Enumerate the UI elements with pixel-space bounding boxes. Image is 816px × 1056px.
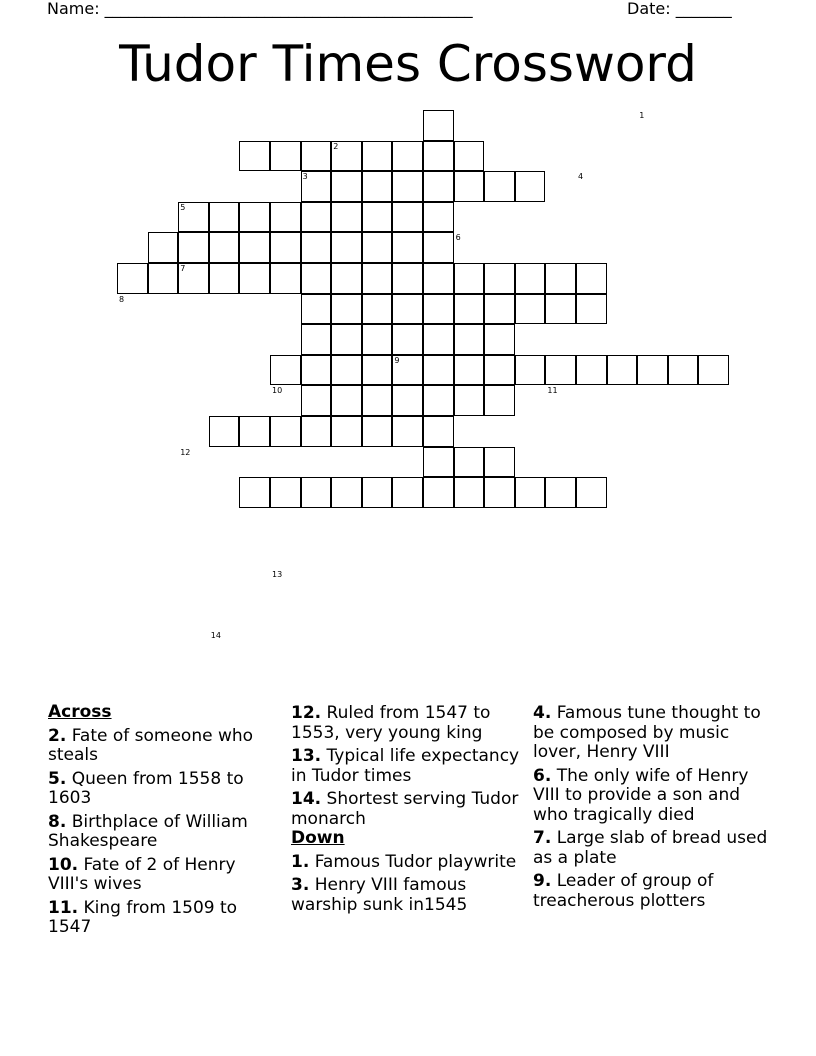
crossword-cell[interactable]: [515, 294, 546, 325]
clue-number: 13.: [291, 746, 322, 766]
crossword-cell[interactable]: [301, 202, 332, 233]
across-heading: Across: [48, 702, 112, 722]
date-field-label: Date: _______: [627, 0, 732, 18]
crossword-cell[interactable]: [423, 385, 454, 416]
crossword-cell[interactable]: [637, 355, 668, 386]
crossword-cell[interactable]: [270, 263, 301, 294]
clue-across-8: [48, 813, 278, 852]
crossword-cell[interactable]: [270, 355, 301, 386]
clue-text: Famous tune thought to be composed by music lover, Henry VIII: [533, 703, 761, 762]
clue-number: 1.: [291, 851, 310, 872]
crossword-cell[interactable]: [362, 202, 393, 233]
cell-number: 8: [119, 294, 125, 304]
clue-across-10: [48, 856, 278, 895]
crossword-cell[interactable]: [454, 447, 485, 478]
clue-across-5: [48, 770, 278, 809]
crossword-cell[interactable]: [423, 141, 454, 172]
crossword-cell[interactable]: [301, 477, 332, 508]
crossword-cell[interactable]: [423, 355, 454, 386]
crossword-cell[interactable]: [270, 477, 301, 508]
crossword-cell[interactable]: [484, 294, 515, 325]
crossword-cell[interactable]: [331, 232, 362, 263]
crossword-cell[interactable]: [484, 355, 515, 386]
clue-number: 4.: [533, 703, 552, 723]
clue-text: Typical life expectancy in Tudor times: [291, 746, 520, 786]
crossword-cell[interactable]: [484, 263, 515, 294]
crossword-cell[interactable]: [362, 355, 393, 386]
crossword-cell[interactable]: [362, 263, 393, 294]
crossword-cell[interactable]: [239, 263, 270, 294]
crossword-cell[interactable]: [576, 477, 607, 508]
clue-down-6: [533, 767, 773, 826]
crossword-cell[interactable]: [423, 477, 454, 508]
crossword-cell[interactable]: [545, 294, 576, 325]
clue-text: Fate of 2 of Henry VIII's wives: [48, 854, 236, 894]
crossword-cell[interactable]: [392, 385, 423, 416]
crossword-cell[interactable]: [484, 385, 515, 416]
crossword-cell[interactable]: [484, 324, 515, 355]
crossword-cell[interactable]: [392, 232, 423, 263]
crossword-cell[interactable]: [484, 171, 515, 202]
crossword-cell[interactable]: [331, 477, 362, 508]
crossword-cell[interactable]: [270, 232, 301, 263]
clue-text: King from 1509 to 1547: [48, 897, 238, 937]
cell-number: 7: [180, 264, 186, 273]
clue-column-3: [533, 704, 773, 911]
crossword-cell[interactable]: [239, 416, 270, 447]
crossword-cell[interactable]: [362, 324, 393, 355]
crossword-cell[interactable]: [392, 294, 423, 325]
crossword-cell[interactable]: [423, 324, 454, 355]
crossword-cell[interactable]: [148, 263, 179, 294]
clue-down-9: [533, 872, 773, 911]
clue-down-1: [291, 853, 529, 873]
crossword-cell[interactable]: [454, 324, 485, 355]
clue-number: 10.: [48, 854, 79, 875]
clue-across-11: [48, 899, 278, 938]
crossword-cell[interactable]: [270, 416, 301, 447]
crossword-cell[interactable]: [423, 263, 454, 294]
clue-number: 9.: [533, 871, 552, 891]
crossword-cell[interactable]: [392, 171, 423, 202]
crossword-cell[interactable]: [209, 232, 240, 263]
clue-number: 8.: [48, 811, 67, 832]
clue-number: 12.: [291, 703, 322, 723]
clue-text: The only wife of Henry VIII to provide a son and who tragically died: [533, 765, 749, 825]
clue-number: 14.: [291, 789, 322, 809]
crossword-cell[interactable]: [515, 263, 546, 294]
crossword-cell[interactable]: [515, 477, 546, 508]
name-field-label: Name: ______________________________________________: [47, 0, 473, 18]
crossword-cell[interactable]: [331, 385, 362, 416]
crossword-cell[interactable]: [454, 263, 485, 294]
crossword-cell[interactable]: [362, 232, 393, 263]
crossword-cell[interactable]: [423, 294, 454, 325]
crossword-cell[interactable]: [331, 294, 362, 325]
crossword-cell[interactable]: [239, 232, 270, 263]
crossword-cell[interactable]: [607, 355, 638, 386]
clue-text: Leader of group of treacherous plotters: [533, 871, 714, 911]
crossword-cell[interactable]: [301, 355, 332, 386]
crossword-cell[interactable]: [362, 141, 393, 172]
clue-number: 6.: [533, 765, 552, 786]
clue-down-3: [291, 876, 529, 915]
crossword-cell[interactable]: [515, 171, 546, 202]
crossword-cell[interactable]: [301, 263, 332, 294]
clue-number: 7.: [533, 828, 552, 848]
crossword-cell[interactable]: [545, 477, 576, 508]
crossword-cell[interactable]: [331, 171, 362, 202]
crossword-cell[interactable]: [454, 385, 485, 416]
crossword-cell[interactable]: [423, 416, 454, 447]
crossword-cell[interactable]: [117, 263, 148, 294]
crossword-cell[interactable]: [331, 263, 362, 294]
clue-column-1: [48, 703, 278, 938]
clue-number: 2.: [48, 725, 67, 746]
crossword-cell[interactable]: [423, 202, 454, 233]
cell-number: 3: [302, 172, 308, 182]
cell-number: 5: [180, 202, 186, 212]
clue-number: 3.: [291, 875, 310, 895]
crossword-cell[interactable]: [301, 294, 332, 325]
crossword-cell[interactable]: [392, 324, 423, 355]
clue-text: Large slab of bread used as a plate: [533, 828, 768, 868]
clue-text: Fate of someone who steals: [48, 725, 254, 765]
crossword-cell[interactable]: [454, 477, 485, 508]
crossword-cell[interactable]: [209, 263, 240, 294]
clue-text: Famous Tudor playwrite: [314, 851, 517, 872]
crossword-cell[interactable]: [698, 355, 729, 386]
crossword-cell[interactable]: [331, 324, 362, 355]
crossword-cell[interactable]: [331, 355, 362, 386]
crossword-cell[interactable]: [239, 202, 270, 233]
crossword-cell[interactable]: [362, 477, 393, 508]
crossword-cell[interactable]: [362, 171, 393, 202]
crossword-cell[interactable]: [392, 263, 423, 294]
crossword-cell[interactable]: [392, 477, 423, 508]
crossword-cell[interactable]: [392, 416, 423, 447]
crossword-cell[interactable]: [668, 355, 699, 386]
crossword-cell[interactable]: [454, 171, 485, 202]
crossword-cell[interactable]: [178, 232, 209, 263]
clue-across-13: [291, 747, 529, 786]
crossword-cell[interactable]: [454, 355, 485, 386]
crossword-cell[interactable]: [576, 355, 607, 386]
clue-down-7: [533, 829, 773, 868]
crossword-cell[interactable]: [545, 355, 576, 386]
crossword-cell[interactable]: [362, 385, 393, 416]
crossword-cell[interactable]: [301, 232, 332, 263]
crossword-cell[interactable]: [270, 202, 301, 233]
crossword-cell[interactable]: [576, 263, 607, 294]
crossword-cell[interactable]: [362, 416, 393, 447]
crossword-cell[interactable]: [454, 294, 485, 325]
cell-number: 6: [455, 233, 461, 243]
crossword-cell[interactable]: [576, 294, 607, 325]
down-heading: Down: [291, 828, 345, 848]
clue-down-4: [533, 704, 773, 763]
crossword-cell[interactable]: [331, 202, 362, 233]
crossword-cell[interactable]: [423, 171, 454, 202]
clue-text: Henry VIII famous warship sunk in1545: [291, 875, 468, 915]
crossword-cell[interactable]: [270, 141, 301, 172]
clue-column-2: [291, 704, 529, 915]
clue-across-12: [291, 704, 529, 743]
clue-across-2: [48, 727, 278, 766]
clue-text: Shortest serving Tudor monarch: [291, 789, 519, 829]
clue-number: 11.: [48, 897, 79, 918]
cell-number: 11: [547, 386, 558, 396]
clue-number: 5.: [48, 768, 67, 789]
crossword-cell[interactable]: [301, 385, 332, 416]
crossword-cell[interactable]: [301, 416, 332, 447]
crossword-cell[interactable]: [209, 202, 240, 233]
crossword-cell[interactable]: [392, 141, 423, 172]
clue-text: Queen from 1558 to 1603: [48, 768, 244, 808]
clue-across-14: [291, 790, 529, 829]
clue-text: Ruled from 1547 to 1553, very young king: [291, 703, 491, 743]
crossword-cell[interactable]: [392, 202, 423, 233]
crossword-cell[interactable]: [331, 416, 362, 447]
crossword-cell[interactable]: [484, 477, 515, 508]
crossword-cell[interactable]: [209, 416, 240, 447]
crossword-cell[interactable]: [423, 447, 454, 478]
crossword-cell[interactable]: [148, 232, 179, 263]
crossword-cell[interactable]: [301, 141, 332, 172]
crossword-cell[interactable]: [454, 141, 485, 172]
cell-number: 14: [210, 631, 221, 641]
cell-number: 12: [180, 447, 191, 457]
crossword-cell[interactable]: [545, 263, 576, 294]
clue-text: Birthplace of William Shakespeare: [48, 811, 248, 851]
crossword-cell[interactable]: [423, 232, 454, 263]
cell-number: 2: [333, 141, 339, 151]
cell-number: 10: [272, 386, 283, 396]
page-title: Tudor Times Crossword: [119, 35, 697, 93]
crossword-cell[interactable]: [423, 110, 454, 141]
crossword-cell[interactable]: [301, 324, 332, 355]
crossword-cell[interactable]: [362, 294, 393, 325]
crossword-cell[interactable]: [515, 355, 546, 386]
cell-number: 4: [578, 172, 584, 182]
crossword-cell[interactable]: [239, 141, 270, 172]
cell-number: 9: [394, 355, 400, 365]
cell-number: 1: [639, 111, 645, 120]
crossword-cell[interactable]: [484, 447, 515, 478]
crossword-cell[interactable]: [239, 477, 270, 508]
cell-number: 13: [272, 570, 283, 579]
